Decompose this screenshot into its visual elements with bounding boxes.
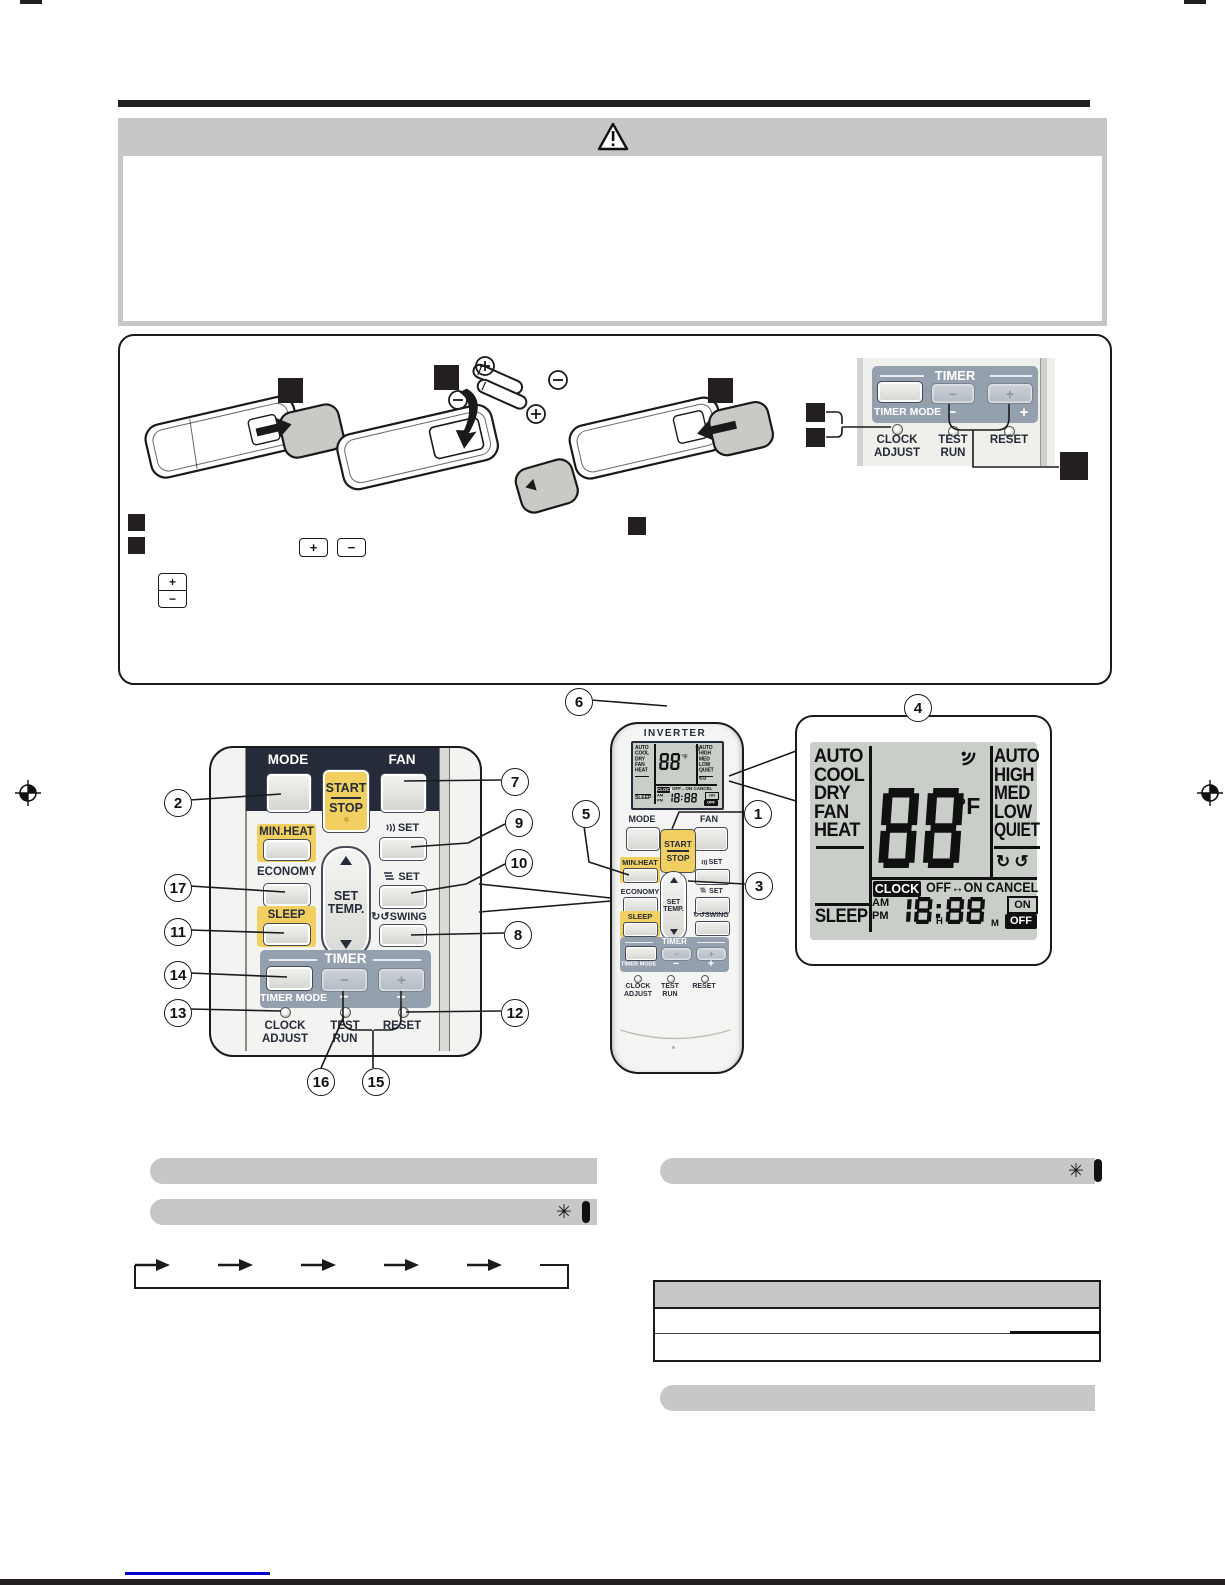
test-word: TEST (661, 983, 679, 990)
crop-mark (1184, 0, 1206, 4)
fan-label: FAN (388, 752, 416, 767)
sleep-button (263, 923, 311, 946)
asterisk-icon: ✳ (556, 1202, 572, 1223)
louver-set-label (691, 887, 731, 895)
fan-speed-icon (384, 821, 395, 832)
caution-body (118, 156, 1107, 326)
fan-auto: AUTO (699, 745, 713, 751)
clock-word: CLOCK (625, 983, 651, 990)
swing-icon: ↺ (699, 912, 705, 919)
test-run-recessed-button (667, 975, 675, 983)
signal-icon (958, 749, 978, 767)
callout-9: 9 (505, 809, 533, 837)
divider (667, 850, 689, 852)
louver-set-label (374, 871, 429, 883)
clock-adjust-label (618, 983, 658, 999)
minus-label: − (947, 404, 957, 421)
off-text: OFF (926, 880, 952, 895)
registration-mark-icon (1196, 779, 1224, 807)
clock-tag-text: CLOCK (657, 787, 673, 792)
callout-5: 5 (572, 800, 600, 828)
divider (625, 942, 653, 944)
fan-button (380, 773, 427, 813)
lcd-divider (654, 744, 656, 804)
mode-fan: FAN (635, 761, 645, 768)
step-marker (128, 514, 145, 531)
timer-mode-button (625, 946, 657, 961)
clock-tag: CLOCK (874, 882, 920, 896)
reset-recessed-button (398, 1007, 409, 1018)
ampm-block (872, 897, 889, 922)
mode-fan: FAN (814, 801, 849, 823)
timer-minus-button (931, 383, 975, 404)
set-word: SET (333, 888, 359, 903)
temp-down-icon (340, 940, 352, 949)
divider (990, 375, 1032, 377)
table-row (655, 1334, 1099, 1357)
lcd-divider (990, 746, 993, 878)
case-screw (672, 1046, 675, 1049)
mode-button (266, 773, 312, 813)
swing-icons-row (996, 852, 1033, 872)
callout-13: 13 (164, 999, 192, 1027)
mini-on-box (705, 792, 719, 800)
lcd-divider (696, 744, 698, 784)
swing-vertical-icon: ↻ (699, 776, 703, 781)
set-temp-label (328, 890, 365, 916)
mini-offon-row (672, 786, 722, 791)
caution-box (118, 118, 1107, 326)
fan-low: LOW (994, 801, 1032, 823)
step-marker (434, 365, 459, 390)
cancel-text: CANCEL (985, 880, 1039, 895)
mode-underline (816, 846, 864, 849)
hour-suffix: H (936, 916, 943, 927)
set-word: SET (397, 822, 420, 834)
mode-label: MODE (628, 814, 656, 824)
min-heat-button (623, 868, 658, 883)
mode-auto: AUTO (635, 745, 649, 751)
step-marker (1060, 452, 1088, 480)
remote-illustration-close-cover (560, 368, 775, 498)
pm-text: PM (872, 909, 889, 922)
caution-banner (118, 118, 1107, 156)
temp-up-icon (670, 877, 678, 883)
mini-temp-digits (659, 753, 683, 770)
step-marker (806, 428, 825, 447)
timer-mode-label: TIMER MODE (260, 992, 328, 1004)
divider (331, 797, 361, 799)
callout-8: 8 (504, 921, 532, 949)
fan-med: MED (699, 756, 710, 762)
start-stop-button (322, 769, 370, 833)
fan-med: MED (994, 783, 1030, 804)
callout-2: 2 (164, 789, 192, 817)
start-stop-button (660, 829, 696, 873)
fan-set-button (695, 869, 730, 885)
mode-cool: COOL (814, 764, 865, 786)
cancel-text: CANCEL (693, 786, 713, 791)
divider (880, 375, 924, 377)
temp-down-icon (670, 929, 678, 935)
test-run-label (928, 434, 978, 460)
off-tag: OFF (1005, 914, 1037, 929)
timer-title: TIMER (934, 368, 976, 383)
test-run-recessed-button (340, 1007, 351, 1018)
fan-speed-list (994, 748, 1044, 841)
divider (697, 942, 725, 944)
test-run-label (655, 983, 685, 999)
mode-cool: COOL (635, 750, 649, 757)
callout-1: 1 (744, 800, 772, 828)
swing-vertical-icon: ↻ (996, 852, 1015, 871)
off-tag-text: OFF (707, 799, 715, 804)
clock-word: CLOCK (264, 1020, 306, 1032)
minus-glyph: − (340, 971, 349, 989)
adjust-word: ADJUST (873, 447, 920, 459)
mini-swing-icons (699, 776, 714, 782)
timer-panel (260, 950, 431, 1008)
sleep-label: SLEEP (627, 912, 653, 921)
on-box: ON (1007, 896, 1038, 914)
mode-button (626, 827, 660, 851)
minus-glyph: − (673, 949, 680, 959)
hyperlink-rule[interactable] (125, 1572, 270, 1575)
start-label: START (664, 839, 692, 850)
swing-horizontal-icon: ↺ (702, 776, 707, 781)
economy-label: ECONOMY (620, 887, 660, 896)
minus-glyph: − (168, 592, 176, 606)
plus-glyph: + (168, 575, 176, 589)
callout-4: 4 (904, 694, 932, 722)
run-word: RUN (332, 1033, 358, 1045)
economy-button (263, 883, 311, 907)
fan-set-label (691, 858, 731, 866)
fan-low: LOW (699, 761, 711, 768)
timer-mode-label: TIMER MODE (874, 406, 942, 418)
step-marker (278, 378, 303, 403)
sleep-button (623, 922, 658, 937)
swing-label (688, 911, 734, 919)
set-word: SET (398, 871, 420, 883)
callout-14: 14 (164, 961, 192, 989)
fan-high: HIGH (994, 764, 1035, 786)
mini-temp-unit: °F (682, 754, 688, 760)
mode-label: MODE (267, 752, 309, 767)
quiet-underline (994, 846, 1040, 849)
reset-label: RESET (692, 983, 716, 990)
step-marker (128, 537, 145, 554)
swing-button (379, 924, 427, 947)
timer-panel (620, 937, 729, 972)
on-box-text: ON (709, 793, 715, 798)
timer-plus-button (987, 383, 1033, 404)
test-word: TEST (330, 1020, 360, 1032)
footnote-bar (1094, 1159, 1102, 1182)
divider (269, 959, 317, 961)
economy-label: ECONOMY (257, 866, 317, 878)
plus-label: + (1019, 404, 1029, 421)
plus-key-icon (158, 573, 187, 591)
set-temp-control (660, 871, 687, 941)
test-run-label (320, 1020, 370, 1046)
minus-glyph: − (347, 540, 356, 555)
sleep-label: SLEEP (267, 909, 306, 921)
offon-row (926, 880, 1039, 895)
callout-17: 17 (164, 874, 192, 902)
callout-10: 10 (505, 849, 533, 877)
fan-speed-icon (700, 858, 707, 865)
minute-suffix: M (991, 918, 999, 929)
test-word: TEST (938, 434, 968, 446)
set-word: SET (708, 859, 723, 866)
mini-fan-speed-list (699, 745, 720, 773)
set-word: SET (666, 898, 681, 906)
callout-11: 11 (164, 918, 192, 946)
fan-set-label (374, 821, 429, 834)
set-temp-label (663, 899, 684, 914)
pm-text: PM (657, 797, 663, 803)
inverter-label: INVERTER (643, 728, 707, 739)
step-marker (628, 517, 646, 535)
fan-quiet: QUIET (994, 820, 1040, 841)
fan-label: FAN (700, 814, 718, 824)
callout-3: 3 (745, 872, 773, 900)
min-heat-label: MIN.HEAT (622, 858, 658, 867)
sleep-indicator: SLEEP (815, 906, 868, 927)
section-header-bar (150, 1199, 597, 1225)
section-rule (118, 100, 1090, 107)
section-header-bar (660, 1385, 1095, 1411)
mini-off-tag (704, 800, 718, 806)
mini-sleep: SLEEP (635, 795, 652, 801)
start-label: START (325, 780, 367, 795)
cycle-arrow-icon (156, 1259, 502, 1271)
plus-key-icon (299, 538, 328, 557)
timer-mode-button (266, 966, 313, 991)
mini-ampm (657, 793, 667, 803)
plus-glyph: + (397, 971, 406, 989)
on-text: ON (963, 880, 983, 895)
info-table (653, 1280, 1101, 1362)
operation-led (344, 817, 349, 822)
clock-adjust-recessed-button (634, 975, 642, 983)
callout-15: 15 (362, 1068, 390, 1096)
asterisk-icon: ✳ (1068, 1161, 1084, 1182)
stop-label: STOP (666, 852, 690, 863)
mode-dry: DRY (814, 783, 851, 804)
temp-unit: °F (957, 793, 981, 819)
mode-underline (635, 776, 649, 777)
crop-mark (20, 0, 42, 4)
min-heat-button (263, 839, 311, 861)
remote-edge-shading (857, 358, 863, 466)
divider (373, 959, 421, 961)
minus-label: − (672, 958, 680, 970)
callout-16: 16 (307, 1068, 335, 1096)
fan-set-button (379, 837, 427, 861)
remote-lcd (631, 741, 724, 810)
table-header-row (655, 1282, 1099, 1309)
mode-list (814, 748, 872, 841)
plus-label: + (396, 989, 406, 1006)
footnote-bar (582, 1201, 590, 1223)
arrow-text: ↔ (951, 880, 964, 895)
mini-clock-digits (667, 793, 699, 803)
reset-label: RESET (989, 434, 1029, 446)
louver-set-button (379, 885, 427, 909)
temp-word: TEMP. (663, 906, 684, 913)
on-text: ON (685, 786, 693, 791)
callout-12: 12 (501, 999, 529, 1027)
timer-title: TIMER (324, 951, 367, 966)
adjust-word: ADJUST (623, 991, 652, 998)
timer-mode-label: TIMER MODE (621, 961, 657, 967)
swing-word: SWING (389, 911, 427, 923)
mode-heat: HEAT (814, 820, 860, 841)
minus-key-icon (158, 590, 187, 608)
am-text: AM (657, 793, 664, 798)
reset-label: RESET (382, 1020, 422, 1032)
fan-high: HIGH (699, 750, 711, 757)
run-word: RUN (662, 991, 678, 998)
clock-word: CLOCK (876, 434, 918, 446)
swing-icon: ↻ (371, 911, 381, 923)
stop-label: STOP (329, 800, 363, 815)
swing-word: SWING (705, 912, 729, 919)
mode-dry: DRY (635, 756, 645, 762)
am-text: AM (872, 897, 890, 909)
clock-adjust-label (866, 434, 928, 460)
reset-recessed-button (701, 975, 709, 983)
warning-triangle-icon (597, 122, 629, 152)
mode-cycle-diagram (128, 1245, 583, 1300)
swing-label (368, 910, 430, 923)
swing-horizontal-icon: ↺ (1014, 852, 1033, 871)
sleep-overline (635, 794, 651, 795)
adjust-word: ADJUST (261, 1033, 308, 1045)
step-marker (806, 403, 825, 422)
fan-quiet: QUIET (699, 767, 714, 774)
run-word: RUN (940, 447, 966, 459)
plus-glyph: + (309, 540, 318, 555)
step-marker (708, 378, 733, 403)
section-header-bar (660, 1158, 1095, 1184)
plus-label: + (707, 958, 715, 970)
minus-key-icon (337, 538, 366, 557)
page-bottom-rule (0, 1579, 1225, 1585)
timer-panel-detail (872, 366, 1038, 423)
swing-icon: ↻ (693, 912, 700, 919)
fan-auto: AUTO (994, 746, 1040, 767)
swing-icon: ↺ (380, 911, 390, 923)
louver-icon (383, 871, 395, 881)
set-word: SET (709, 888, 723, 895)
set-temp-control (321, 846, 371, 959)
callout-6: 6 (565, 688, 593, 716)
section-header-bar (150, 1158, 597, 1184)
swing-button (695, 921, 730, 936)
temp-up-icon (340, 856, 352, 865)
mode-heat: HEAT (635, 767, 648, 774)
timer-title: TIMER (662, 937, 687, 946)
callout-7: 7 (501, 768, 529, 796)
registration-mark-icon (14, 779, 42, 807)
plus-glyph: + (708, 949, 715, 959)
remote-edge-shading (439, 748, 450, 1051)
louver-icon (699, 887, 707, 893)
plus-glyph: + (1005, 385, 1015, 402)
fan-button (694, 827, 728, 851)
min-heat-label: MIN.HEAT (259, 826, 314, 838)
temp-word: TEMP. (327, 901, 365, 916)
minus-glyph: − (948, 385, 958, 402)
timer-mode-button (877, 381, 923, 403)
off-text: OFF (672, 786, 681, 791)
arrow-text: ↔ (681, 786, 686, 791)
clock-adjust-label (255, 1020, 315, 1046)
remote-edge-shading (1040, 358, 1047, 466)
clock-adjust-recessed-button (280, 1007, 291, 1018)
mode-auto: AUTO (814, 746, 863, 767)
minus-label: − (339, 989, 349, 1006)
remote-illustration-open-cover (132, 368, 347, 498)
